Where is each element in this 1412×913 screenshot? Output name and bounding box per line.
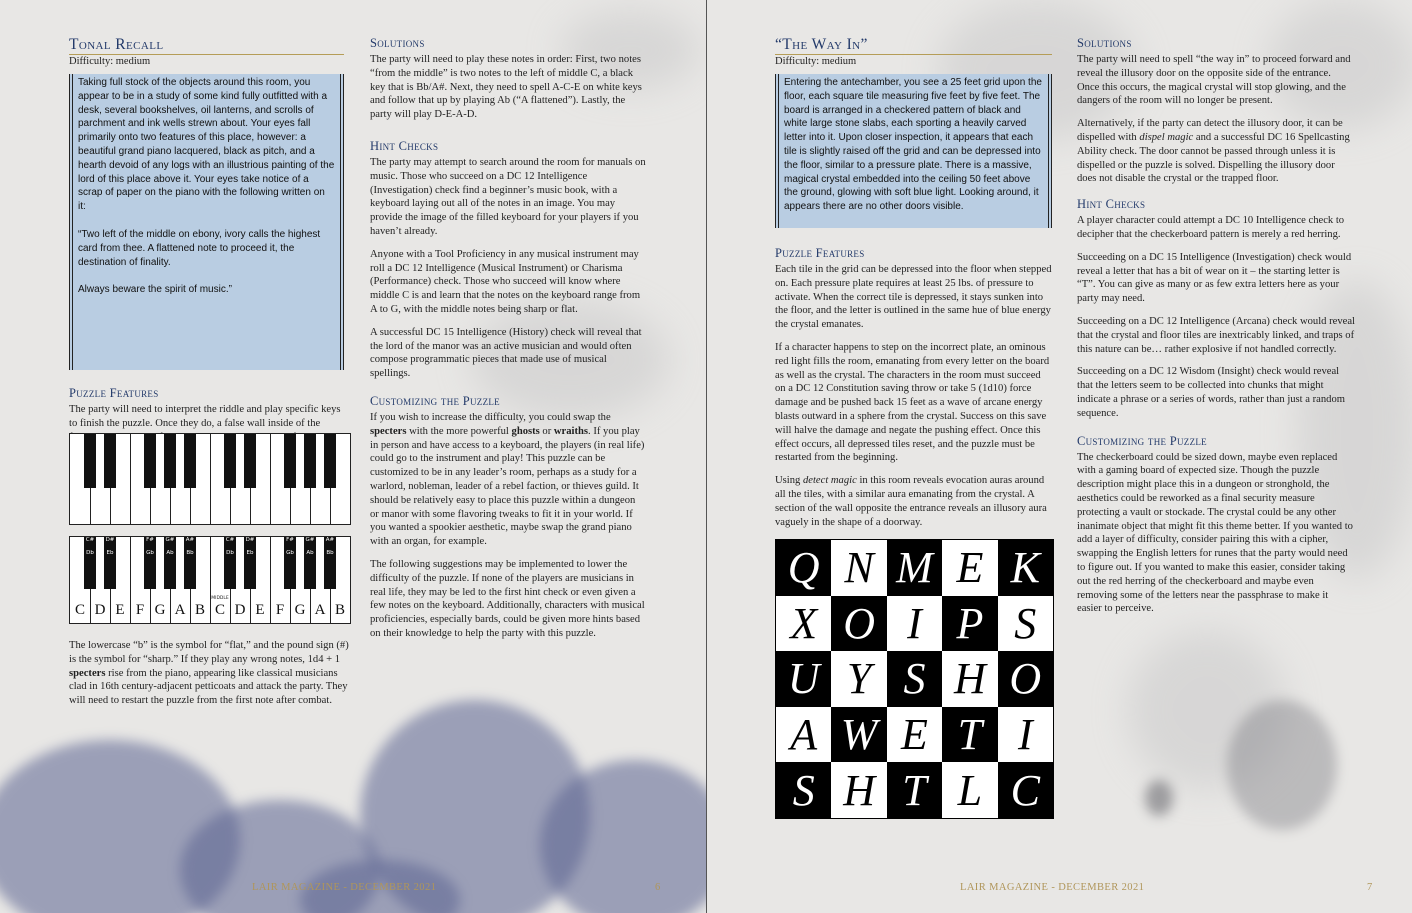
black-key <box>324 537 336 589</box>
grid-tile: E <box>942 540 997 596</box>
black-key <box>84 434 96 488</box>
solutions-text-right-2 <box>1077 117 1355 186</box>
section-heading-customizing-right: Customizing the Puzzle <box>1077 433 1207 448</box>
white-key-label: D <box>234 602 246 618</box>
riddle-closing: Always beware the spirit of music.” <box>78 284 232 296</box>
white-key-label: F <box>275 602 285 618</box>
white-key-label: G <box>154 602 166 618</box>
grid-tile: U <box>776 651 831 707</box>
grid-tile: E <box>887 707 942 763</box>
grid-tile: S <box>998 596 1053 652</box>
grid-tile: C <box>998 762 1053 818</box>
right-column-2 <box>1077 36 1355 625</box>
grid-tile: S <box>887 651 942 707</box>
grid-tile: L <box>942 762 997 818</box>
read-aloud-text: Taking full stock of the objects around this room, you appear to be in a study of some kind fully outfitted with a desk, several bookshelves, oil lanterns, and scrolls of parchment and ink wells strewn about. Your eyes fall primarily onto two features of this place, however: a beautiful grand piano lacquered, black as pitch, and a hearth devoid of any logs with an illustrious painting of the lord of this place above it. Your eyes take notice of a scrap of paper on the piano with the following written on it: <box>78 77 335 213</box>
detect-magic-italic: detect magic <box>802 475 857 487</box>
grid-tile: O <box>998 651 1053 707</box>
page-spine <box>706 0 707 913</box>
hint-right-1: A player character could attempt a DC 10 Intelligence check to decipher that the checkerboard pattern is merely a red herring. <box>1077 215 1345 240</box>
solutions-2a: Alternatively, if the party can detect the illusory door, it can be dispelled with <box>1077 118 1343 143</box>
customizing-right-text: The checkerboard could be sized down, maybe even replaced with a gaming board of expected size. Though the puzzle description might place this in a dungeon or stronghold, the aesthetics could be reworked as a final security measure protecting a vault or stockade. The crystal could be any other inanimate object that might fit this theme better. If you wanted to add a layer of difficulty, consider pairing this with a cipher, swapping the English letters for runes that the party would need to figure out. If you wanted to make this easier, consider taking out the red herring of the checkerboard and maybe even removing some of the letters near the passphrase to make it easier to perceive. <box>1077 451 1353 615</box>
middle-c-label: MIDDLE <box>211 596 229 601</box>
read-aloud-box-right <box>775 74 1052 228</box>
white-key-label: G <box>294 602 306 618</box>
black-key <box>144 537 156 589</box>
black-key-label: C# Db <box>225 537 235 556</box>
solutions-text: The party will need to play these notes in order: First, two notes “from the middle” is two notes to the left of middle C, a black key that is Bb/A#. Next, they need to spell A-C-E on white keys and follow that up by playing Ab (“A flattened”). Lastly, the party will play D-E-A-D. <box>370 54 642 121</box>
black-key <box>324 434 336 488</box>
white-key-label: C <box>74 602 85 618</box>
puzzle-3c: in this room reveals evocation auras around all the tiles, with a similar aura emanating from the crystal. A section of the wall opposite the entrance reveals an illusory aura vaguely in the shape of a doorway. <box>775 475 1047 528</box>
page-title: Tonal Recall <box>69 36 344 55</box>
grid-tile: X <box>776 596 831 652</box>
customizing-text-2: The following suggestions may be implemented to lower the difficulty of the puzzle. If none of the players are musicians in real life, they may be led to the first hint check or even given a few notes on the keyboard. Additionally, characters with musical proficiencies, especially bards, could be given more hints based on their knowledge to help the party with this puzzle. <box>370 558 645 639</box>
white-key-label: C <box>214 602 225 618</box>
black-key <box>184 537 196 589</box>
read-aloud-text-right: Entering the antechamber, you see a 25 feet grid upon the floor, each square tile measuring five feet by five feet. The board is arranged in a checkered pattern of black and white large stone slabs, each sporting a heavily carved letter into it. Upon closer inspection, it appears that each tile is slightly raised off the grid and can be depressed into the floor, similar to a pressure plate. There is a massive, magical crystal embedded into the ceiling 50 feet above the ground, glowing with soft blue light. Looking around, it appears there are no other doors visible. <box>784 77 1042 213</box>
left-column-2 <box>370 36 646 650</box>
black-key <box>224 434 236 488</box>
grid-tile: H <box>942 651 997 707</box>
section-heading-customizing: Customizing the Puzzle <box>370 393 500 408</box>
difficulty-label: Difficulty: medium <box>69 56 151 67</box>
section-heading-puzzle-features: Puzzle Features <box>69 386 159 400</box>
black-key-label: D# Eb <box>105 537 115 556</box>
white-key-label: D <box>94 602 106 618</box>
left-page-number: 6 <box>655 882 661 893</box>
black-key-label: A# Bb <box>325 537 335 556</box>
white-key-label: A <box>174 602 186 618</box>
black-key <box>244 434 256 488</box>
black-key <box>104 537 116 589</box>
black-key <box>304 537 316 589</box>
solutions-text-right-1: The party will need to spell “the way in” to proceed forward and reveal the illusory door on the opposite side of the entrance. Once this occurs, the magical crystal will stop glowing, and the dangers of the room will no longer be present. <box>1077 54 1351 107</box>
section-heading-solutions-right: Solutions <box>1077 36 1132 50</box>
grid-tile: H <box>831 762 886 818</box>
solutions-2c: and a successful DC 16 Spellcasting Ability check. The door cannot be passed through unless it is dispelled or the puzzle is solved. Dispelling the illusory door does not disable the crystal or the trapped floor. <box>1077 131 1350 185</box>
hint-text-1: The party may attempt to search around the room for manuals on music. Those who succeed on a DC 12 Intelligence (Investigation) check find a beginner’s music book, with a keyboard laying out all of the notes in an image. You may provide the image of the filled keyboard for your players if you haven’t already. <box>370 156 646 237</box>
white-key-label: F <box>135 602 145 618</box>
white-key-label: E <box>115 602 125 618</box>
black-key-label: C# Db <box>85 537 95 556</box>
black-key <box>144 434 156 488</box>
symbols-text-1: The lowercase “b” is the symbol for “flat,” and the pound sign (#) is the symbol for “sharp.” If they play any wrong notes, 1d4 + 1 <box>69 640 349 665</box>
grid-tile: T <box>887 762 942 818</box>
right-footer: LAIR MAGAZINE - DECEMBER 2021 <box>960 882 1145 893</box>
customizing-text-1 <box>370 411 646 549</box>
white-key-label: A <box>314 602 326 618</box>
grid-tile: A <box>776 707 831 763</box>
keyboard-symbols-text <box>69 639 349 717</box>
hint-text-3: A successful DC 15 Intelligence (History) check will reveal that the lord of the manor was an active musician and would often compose programmatic pieces that made use of musical spellings. <box>370 326 642 380</box>
black-key-label: A# Bb <box>185 537 195 556</box>
riddle-text: “Two left of the middle on ebony, ivory calls the highest card from thee. A flattened note to proceed it, the destination of finality. <box>78 228 321 268</box>
customizing-wraiths: wraiths <box>553 425 589 437</box>
customizing-1e: or <box>539 425 554 437</box>
difficulty-label-right: Difficulty: medium <box>775 56 857 67</box>
black-key <box>164 537 176 589</box>
black-key-label: G# Ab <box>305 537 315 556</box>
puzzle-features-text-1: Each tile in the grid can be depressed into the floor when stepped on. Each pressure plate requires at least 25 lbs. of pressure to activate. When the correct tile is depressed, it stays sunken into the floor, and the letter is outlined in the same hue of blue energy the crystal emanates. <box>775 264 1052 331</box>
black-key <box>104 434 116 488</box>
black-key <box>284 434 296 488</box>
customizing-ghosts: ghosts <box>511 425 540 437</box>
customizing-1a: If you wish to increase the difficulty, you could swap the <box>370 411 611 423</box>
dispel-magic-italic: dispel magic <box>1139 131 1194 143</box>
puzzle-3a: Using <box>775 475 803 487</box>
grid-tile: O <box>831 596 886 652</box>
grid-tile: Q <box>776 540 831 596</box>
section-heading-solutions: Solutions <box>370 36 425 50</box>
black-key-label: D# Eb <box>245 537 255 556</box>
hint-right-2: Succeeding on a DC 15 Intelligence (Investigation) check would reveal a letter that has a bit of wear on it – the starting letter is “T”. You can give as many or as few extra letters here as your party may need. <box>1077 251 1352 305</box>
read-aloud-box <box>69 74 344 370</box>
white-key-label: B <box>334 602 345 618</box>
black-key-label: G# Ab <box>165 537 175 556</box>
grid-tile: M <box>887 540 942 596</box>
page-title-right: “The Way In” <box>775 36 1052 55</box>
customizing-1c: with the more powerful <box>406 425 512 437</box>
keyboard-labelled <box>69 536 351 624</box>
specters-bold: specters <box>69 667 106 679</box>
grid-tile: S <box>776 762 831 818</box>
grid-tile: I <box>998 707 1053 763</box>
grid-tile: T <box>942 707 997 763</box>
grid-tile: Y <box>831 651 886 707</box>
puzzle-features-text-2: If a character happens to step on the incorrect plate, an ominous red light fills the room, emanating from every letter on the board as well as the crystal. The characters in the room must succeed on a DC 12 Constitution saving throw or take 5 (1d10) force damage and be pushed back 15 feet as a wave of arcane energy blasts outward in a sphere from the crystal. Success on this save will halve the damage and negate the pushing effect. Once this effect occurs, all depressed tiles reset, and the puzzle must be restarted from the beginning. <box>775 341 1050 464</box>
right-page-number: 7 <box>1367 882 1373 893</box>
hint-right-4: Succeeding on a DC 12 Wisdom (Insight) check would reveal that the letters seem to be collected into chunks that might indicate a phrase or a series of words, rather than just a random sequence. <box>1077 366 1345 419</box>
puzzle-features-text: The party will need to interpret the riddle and play specific keys to finish the puzzle. Once they do, a false wall inside of the <box>69 404 341 429</box>
customizing-1g: . If you play in person and have access to a keyboard, the players (in real life) could go to the instrument and play! This puzzle can be customized to be in any leader’s room, perhaps as a study for a warlord, nobleman, leader of a rebel faction, or thieves guild. It should be relatively easy to place this puzzle within a dungeon or manor with some flavoring tweaks to fit it in your world. If you wanted a spookier aesthetic, maybe swap the grand piano with an organ, for example. <box>370 425 645 548</box>
black-key <box>184 434 196 488</box>
grid-tile: N <box>831 540 886 596</box>
black-key <box>164 434 176 488</box>
black-key <box>284 537 296 589</box>
black-key <box>304 434 316 488</box>
letter-grid <box>775 539 1054 819</box>
black-key <box>224 537 236 589</box>
black-key <box>244 537 256 589</box>
puzzle-features-text-3 <box>775 474 1052 529</box>
grid-tile: W <box>831 707 886 763</box>
section-heading-hint-checks-right: Hint Checks <box>1077 197 1146 212</box>
hint-right-3: Succeeding on a DC 12 Intelligence (Arcana) check would reveal that the crystal and floor tiles are inextricably linked, and traps of this nature can be… rather explosive if not handled correctly. <box>1077 315 1355 355</box>
black-key <box>84 537 96 589</box>
black-key-label: F# Gb <box>286 537 294 556</box>
grid-tile: P <box>942 596 997 652</box>
white-key-label: E <box>255 602 265 618</box>
left-footer: LAIR MAGAZINE - DECEMBER 2021 <box>252 882 437 893</box>
symbols-text-2: rise from the piano, appearing like classical musicians clad in 16th century-adjacent petticoats and attack the party. They will need to restart the puzzle from the first note after combat. <box>69 667 348 707</box>
customizing-specters: specters <box>370 425 407 437</box>
right-column-1 <box>775 36 1052 538</box>
grid-tile: K <box>998 540 1053 596</box>
keyboard-blank <box>69 433 351 525</box>
hint-text-2: Anyone with a Tool Proficiency in any musical instrument may roll a DC 12 Intelligence (Musical Instrument) or Charisma (Performance) check. Those who succeed will know where middle C is and learn that the notes on the keyboard range from A to G, with the middle notes being sharp or flat. <box>370 248 641 315</box>
white-key-label: B <box>194 602 205 618</box>
grid-tile: I <box>887 596 942 652</box>
section-heading-hint-checks: Hint Checks <box>370 138 439 153</box>
black-key-label: F# Gb <box>146 537 154 556</box>
section-heading-puzzle-features-right: Puzzle Features <box>775 246 865 260</box>
